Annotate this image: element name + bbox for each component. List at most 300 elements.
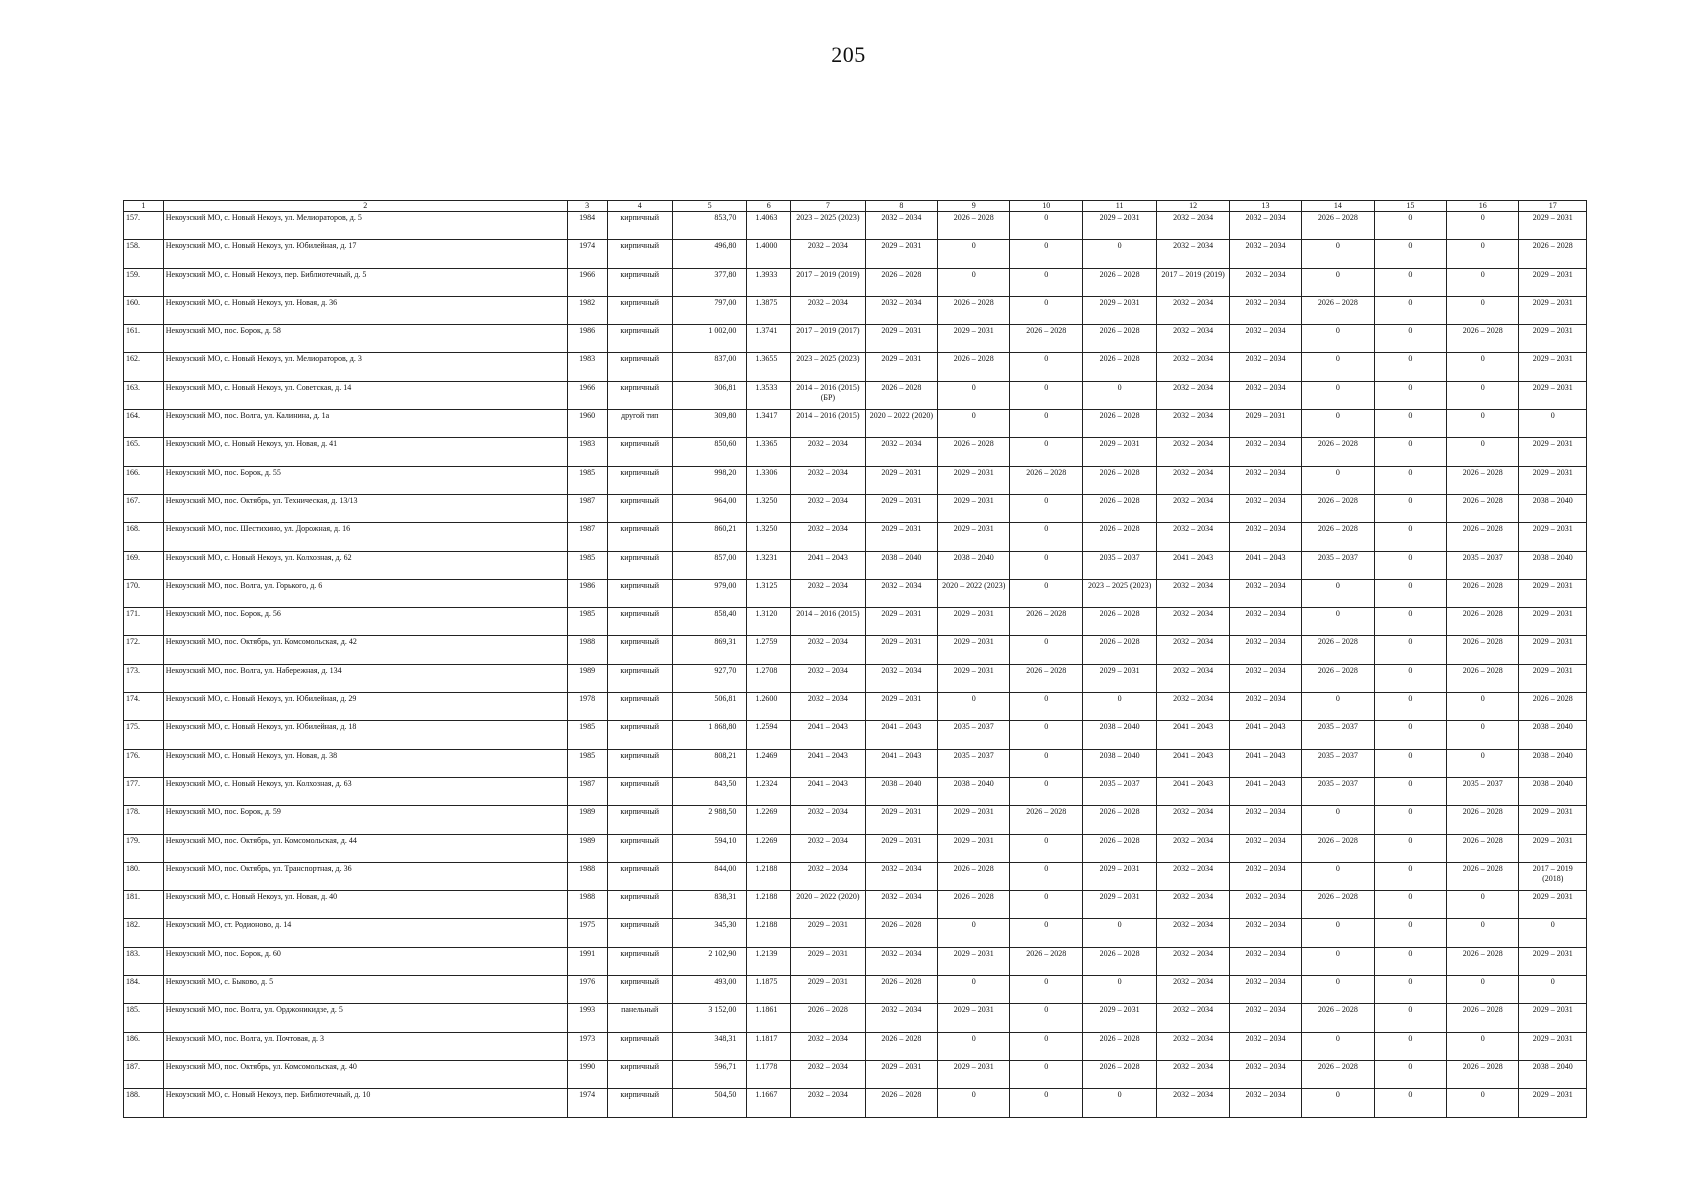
col-11-period-cell: 2026 – 2028 (1082, 410, 1156, 438)
priority-coefficient-cell: 1.4000 (747, 240, 791, 268)
year-built-cell: 1987 (567, 494, 607, 522)
total-area-cell: 927,70 (672, 664, 746, 692)
col-11-period-cell: 2029 – 2031 (1082, 212, 1156, 240)
col-10-period-cell: 0 (1010, 240, 1082, 268)
col-7-period-cell: 2032 – 2034 (791, 806, 865, 834)
address-cell: Некоузский МО, с. Быково, д. 5 (163, 976, 567, 1004)
col-8-period-cell: 2041 – 2043 (865, 721, 937, 749)
col-15-period-cell: 0 (1374, 1004, 1446, 1032)
col-17-period-cell: 2029 – 2031 (1519, 296, 1587, 324)
col-16-period-cell: 0 (1447, 212, 1519, 240)
col-8-period-cell: 2029 – 2031 (865, 494, 937, 522)
col-13-period-cell: 2032 – 2034 (1229, 806, 1301, 834)
table-row (124, 976, 1587, 1004)
col-11-period-cell: 2038 – 2040 (1082, 749, 1156, 777)
col-13-period-cell: 2041 – 2043 (1229, 777, 1301, 805)
col-17-period-cell: 2029 – 2031 (1519, 806, 1587, 834)
address-cell: Некоузский МО, с. Новый Некоуз, ул. Новая, д. 41 (163, 438, 567, 466)
col-9-period-cell: 2029 – 2031 (938, 466, 1010, 494)
col-11-period-cell: 2026 – 2028 (1082, 523, 1156, 551)
row-number-cell: 165. (124, 438, 164, 466)
address-cell: Некоузский МО, с. Новый Некоуз, ул. Новая, д. 40 (163, 891, 567, 919)
col-8-period-cell: 2026 – 2028 (865, 1089, 937, 1117)
row-number-cell: 164. (124, 410, 164, 438)
row-number-cell: 168. (124, 523, 164, 551)
year-built-cell: 1987 (567, 777, 607, 805)
col-13-period-cell: 2032 – 2034 (1229, 296, 1301, 324)
col-7-period-cell: 2017 – 2019 (2019) (791, 268, 865, 296)
col-17-period-cell: 2029 – 2031 (1519, 438, 1587, 466)
table-header (124, 201, 1587, 212)
table-row (124, 693, 1587, 721)
col-12-period-cell: 2032 – 2034 (1157, 212, 1229, 240)
col-13-period-cell: 2032 – 2034 (1229, 381, 1301, 409)
total-area-cell: 869,31 (672, 636, 746, 664)
col-14-period-cell: 0 (1302, 693, 1374, 721)
col-14-period-cell: 0 (1302, 410, 1374, 438)
col-13-period-cell: 2032 – 2034 (1229, 1004, 1301, 1032)
address-cell: Некоузский МО, с. Новый Некоуз, пер. Библиотечный, д. 10 (163, 1089, 567, 1117)
col-11-period-cell: 2029 – 2031 (1082, 1004, 1156, 1032)
total-area-cell: 493,00 (672, 976, 746, 1004)
col-7-period-cell: 2032 – 2034 (791, 296, 865, 324)
col-16-period-cell: 0 (1447, 1089, 1519, 1117)
priority-coefficient-cell: 1.2188 (747, 891, 791, 919)
col-9-period-cell: 2026 – 2028 (938, 353, 1010, 381)
col-12-period-cell: 2032 – 2034 (1157, 494, 1229, 522)
col-14-period-cell: 0 (1302, 976, 1374, 1004)
col-7-period-cell: 2041 – 2043 (791, 551, 865, 579)
col-15-period-cell: 0 (1374, 466, 1446, 494)
col-7-period-cell: 2029 – 2031 (791, 947, 865, 975)
col-11-period-cell: 2029 – 2031 (1082, 664, 1156, 692)
col-11-period-cell: 2035 – 2037 (1082, 551, 1156, 579)
col-9-period-cell: 2035 – 2037 (938, 721, 1010, 749)
header-row (124, 201, 1587, 212)
col-14-period-cell: 0 (1302, 608, 1374, 636)
col-10-period-cell: 0 (1010, 353, 1082, 381)
priority-coefficient-cell: 1.3125 (747, 579, 791, 607)
col-10-period-cell: 0 (1010, 749, 1082, 777)
year-built-cell: 1985 (567, 466, 607, 494)
table-row (124, 579, 1587, 607)
col-11-period-cell: 2023 – 2025 (2023) (1082, 579, 1156, 607)
col-9-period-cell: 2035 – 2037 (938, 749, 1010, 777)
priority-coefficient-cell: 1.1817 (747, 1032, 791, 1060)
priority-coefficient-cell: 1.2594 (747, 721, 791, 749)
row-number-cell: 159. (124, 268, 164, 296)
col-8-period-cell: 2029 – 2031 (865, 325, 937, 353)
col-8-period-cell: 2029 – 2031 (865, 240, 937, 268)
col-12-period-cell: 2032 – 2034 (1157, 353, 1229, 381)
col-14-period-cell: 0 (1302, 1089, 1374, 1117)
address-cell: Некоузский МО, пос. Борок, д. 56 (163, 608, 567, 636)
col-17-period-cell: 2029 – 2031 (1519, 1004, 1587, 1032)
col-16-period-cell: 2026 – 2028 (1447, 325, 1519, 353)
col-9-period-cell: 2029 – 2031 (938, 325, 1010, 353)
col-12-period-cell: 2041 – 2043 (1157, 721, 1229, 749)
row-number-cell: 175. (124, 721, 164, 749)
wall-material-cell: кирпичный (607, 664, 672, 692)
col-14-period-cell: 2026 – 2028 (1302, 296, 1374, 324)
col-12-period-cell: 2032 – 2034 (1157, 325, 1229, 353)
priority-coefficient-cell: 1.2469 (747, 749, 791, 777)
table-row (124, 834, 1587, 862)
col-16-period-cell: 2035 – 2037 (1447, 777, 1519, 805)
row-number-cell: 161. (124, 325, 164, 353)
row-number-cell: 157. (124, 212, 164, 240)
col-16-period-cell: 0 (1447, 693, 1519, 721)
col-16-period-cell: 0 (1447, 410, 1519, 438)
column-header-10: 10 (1010, 201, 1082, 212)
table-row (124, 523, 1587, 551)
priority-coefficient-cell: 1.1667 (747, 1089, 791, 1117)
col-12-period-cell: 2032 – 2034 (1157, 834, 1229, 862)
col-7-period-cell: 2023 – 2025 (2023) (791, 212, 865, 240)
col-8-period-cell: 2032 – 2034 (865, 1004, 937, 1032)
col-7-period-cell: 2032 – 2034 (791, 1060, 865, 1088)
col-14-period-cell: 0 (1302, 353, 1374, 381)
column-header-5: 5 (672, 201, 746, 212)
col-9-period-cell: 2029 – 2031 (938, 608, 1010, 636)
wall-material-cell: кирпичный (607, 693, 672, 721)
priority-coefficient-cell: 1.3120 (747, 608, 791, 636)
row-number-cell: 158. (124, 240, 164, 268)
col-14-period-cell: 2026 – 2028 (1302, 891, 1374, 919)
col-9-period-cell: 0 (938, 410, 1010, 438)
col-17-period-cell: 2029 – 2031 (1519, 608, 1587, 636)
col-8-period-cell: 2029 – 2031 (865, 1060, 937, 1088)
total-area-cell: 843,50 (672, 777, 746, 805)
col-16-period-cell: 2026 – 2028 (1447, 466, 1519, 494)
year-built-cell: 1990 (567, 1060, 607, 1088)
year-built-cell: 1988 (567, 862, 607, 890)
col-13-period-cell: 2032 – 2034 (1229, 353, 1301, 381)
col-9-period-cell: 0 (938, 1089, 1010, 1117)
total-area-cell: 964,00 (672, 494, 746, 522)
col-11-period-cell: 2029 – 2031 (1082, 296, 1156, 324)
total-area-cell: 808,21 (672, 749, 746, 777)
col-13-period-cell: 2041 – 2043 (1229, 721, 1301, 749)
col-7-period-cell: 2014 – 2016 (2015) (791, 608, 865, 636)
col-8-period-cell: 2026 – 2028 (865, 268, 937, 296)
wall-material-cell: кирпичный (607, 636, 672, 664)
col-16-period-cell: 0 (1447, 1032, 1519, 1060)
row-number-cell: 185. (124, 1004, 164, 1032)
col-7-period-cell: 2032 – 2034 (791, 693, 865, 721)
col-9-period-cell: 2029 – 2031 (938, 494, 1010, 522)
col-9-period-cell: 0 (938, 693, 1010, 721)
col-8-period-cell: 2032 – 2034 (865, 862, 937, 890)
col-10-period-cell: 0 (1010, 834, 1082, 862)
year-built-cell: 1988 (567, 636, 607, 664)
col-14-period-cell: 2026 – 2028 (1302, 212, 1374, 240)
col-15-period-cell: 0 (1374, 693, 1446, 721)
col-7-period-cell: 2032 – 2034 (791, 636, 865, 664)
col-15-period-cell: 0 (1374, 608, 1446, 636)
col-10-period-cell: 2026 – 2028 (1010, 806, 1082, 834)
col-14-period-cell: 2026 – 2028 (1302, 494, 1374, 522)
wall-material-cell: кирпичный (607, 494, 672, 522)
col-15-period-cell: 0 (1374, 919, 1446, 947)
table-row (124, 891, 1587, 919)
year-built-cell: 1985 (567, 721, 607, 749)
page-number: 205 (831, 42, 866, 67)
total-area-cell: 1 002,00 (672, 325, 746, 353)
col-17-period-cell: 2029 – 2031 (1519, 834, 1587, 862)
wall-material-cell: кирпичный (607, 466, 672, 494)
col-9-period-cell: 2026 – 2028 (938, 438, 1010, 466)
row-number-cell: 179. (124, 834, 164, 862)
year-built-cell: 1966 (567, 381, 607, 409)
table-row (124, 381, 1587, 409)
col-16-period-cell: 0 (1447, 438, 1519, 466)
col-17-period-cell: 2026 – 2028 (1519, 693, 1587, 721)
col-13-period-cell: 2032 – 2034 (1229, 579, 1301, 607)
table-row (124, 947, 1587, 975)
wall-material-cell: кирпичный (607, 523, 672, 551)
col-13-period-cell: 2029 – 2031 (1229, 410, 1301, 438)
col-11-period-cell: 0 (1082, 1089, 1156, 1117)
year-built-cell: 1989 (567, 834, 607, 862)
col-16-period-cell: 0 (1447, 976, 1519, 1004)
col-7-period-cell: 2041 – 2043 (791, 749, 865, 777)
col-16-period-cell: 2026 – 2028 (1447, 862, 1519, 890)
col-7-period-cell: 2026 – 2028 (791, 1004, 865, 1032)
col-8-period-cell: 2026 – 2028 (865, 1032, 937, 1060)
table-row (124, 353, 1587, 381)
col-7-period-cell: 2032 – 2034 (791, 240, 865, 268)
priority-coefficient-cell: 1.3250 (747, 494, 791, 522)
col-17-period-cell: 2026 – 2028 (1519, 240, 1587, 268)
col-12-period-cell: 2032 – 2034 (1157, 976, 1229, 1004)
col-11-period-cell: 2026 – 2028 (1082, 636, 1156, 664)
col-15-period-cell: 0 (1374, 834, 1446, 862)
address-cell: Некоузский МО, пос. Волга, ул. Горького, д. 6 (163, 579, 567, 607)
col-8-period-cell: 2032 – 2034 (865, 947, 937, 975)
priority-coefficient-cell: 1.2188 (747, 919, 791, 947)
col-10-period-cell: 0 (1010, 381, 1082, 409)
col-8-period-cell: 2029 – 2031 (865, 608, 937, 636)
wall-material-cell: кирпичный (607, 438, 672, 466)
col-13-period-cell: 2041 – 2043 (1229, 749, 1301, 777)
col-7-period-cell: 2032 – 2034 (791, 579, 865, 607)
col-17-period-cell: 2029 – 2031 (1519, 1089, 1587, 1117)
col-16-period-cell: 0 (1447, 749, 1519, 777)
year-built-cell: 1974 (567, 240, 607, 268)
table-row (124, 608, 1587, 636)
col-12-period-cell: 2032 – 2034 (1157, 891, 1229, 919)
col-8-period-cell: 2032 – 2034 (865, 579, 937, 607)
col-9-period-cell: 2029 – 2031 (938, 1060, 1010, 1088)
col-15-period-cell: 0 (1374, 947, 1446, 975)
table-row (124, 919, 1587, 947)
col-9-period-cell: 0 (938, 919, 1010, 947)
col-15-period-cell: 0 (1374, 636, 1446, 664)
col-12-period-cell: 2032 – 2034 (1157, 947, 1229, 975)
col-16-period-cell: 0 (1447, 381, 1519, 409)
year-built-cell: 1988 (567, 891, 607, 919)
year-built-cell: 1976 (567, 976, 607, 1004)
wall-material-cell: кирпичный (607, 806, 672, 834)
col-10-period-cell: 2026 – 2028 (1010, 608, 1082, 636)
total-area-cell: 594,10 (672, 834, 746, 862)
col-12-period-cell: 2032 – 2034 (1157, 1089, 1229, 1117)
col-13-period-cell: 2032 – 2034 (1229, 1089, 1301, 1117)
column-header-7: 7 (791, 201, 865, 212)
wall-material-cell: другой тип (607, 410, 672, 438)
col-10-period-cell: 0 (1010, 438, 1082, 466)
col-16-period-cell: 2026 – 2028 (1447, 523, 1519, 551)
col-17-period-cell: 2038 – 2040 (1519, 494, 1587, 522)
col-8-period-cell: 2032 – 2034 (865, 891, 937, 919)
table-row (124, 438, 1587, 466)
col-9-period-cell: 2026 – 2028 (938, 862, 1010, 890)
col-8-period-cell: 2026 – 2028 (865, 976, 937, 1004)
col-14-period-cell: 2026 – 2028 (1302, 1060, 1374, 1088)
wall-material-cell: кирпичный (607, 834, 672, 862)
col-16-period-cell: 0 (1447, 240, 1519, 268)
col-8-period-cell: 2029 – 2031 (865, 636, 937, 664)
priority-coefficient-cell: 1.2188 (747, 862, 791, 890)
col-11-period-cell: 2026 – 2028 (1082, 494, 1156, 522)
column-header-11: 11 (1082, 201, 1156, 212)
col-16-period-cell: 2026 – 2028 (1447, 834, 1519, 862)
table-row (124, 1060, 1587, 1088)
col-9-period-cell: 0 (938, 381, 1010, 409)
col-7-period-cell: 2020 – 2022 (2020) (791, 891, 865, 919)
col-11-period-cell: 2029 – 2031 (1082, 438, 1156, 466)
col-15-period-cell: 0 (1374, 325, 1446, 353)
wall-material-cell: кирпичный (607, 862, 672, 890)
col-14-period-cell: 0 (1302, 579, 1374, 607)
total-area-cell: 979,00 (672, 579, 746, 607)
address-cell: Некоузский МО, с. Новый Некоуз, пер. Библиотечный, д. 5 (163, 268, 567, 296)
col-15-period-cell: 0 (1374, 664, 1446, 692)
year-built-cell: 1974 (567, 1089, 607, 1117)
address-cell: Некоузский МО, пос. Шестихино, ул. Дорожная, д. 16 (163, 523, 567, 551)
col-7-period-cell: 2032 – 2034 (791, 834, 865, 862)
col-15-period-cell: 0 (1374, 438, 1446, 466)
col-8-period-cell: 2032 – 2034 (865, 438, 937, 466)
column-header-13: 13 (1229, 201, 1301, 212)
year-built-cell: 1983 (567, 438, 607, 466)
col-17-period-cell: 2029 – 2031 (1519, 891, 1587, 919)
col-10-period-cell: 0 (1010, 1032, 1082, 1060)
address-cell: Некоузский МО, ст. Родионово, д. 14 (163, 919, 567, 947)
column-header-6: 6 (747, 201, 791, 212)
col-10-period-cell: 0 (1010, 919, 1082, 947)
row-number-cell: 186. (124, 1032, 164, 1060)
priority-coefficient-cell: 1.2139 (747, 947, 791, 975)
address-cell: Некоузский МО, пос. Октябрь, ул. Комсомольская, д. 42 (163, 636, 567, 664)
row-number-cell: 187. (124, 1060, 164, 1088)
row-number-cell: 160. (124, 296, 164, 324)
col-16-period-cell: 2026 – 2028 (1447, 1004, 1519, 1032)
col-9-period-cell: 2029 – 2031 (938, 636, 1010, 664)
col-9-period-cell: 2038 – 2040 (938, 551, 1010, 579)
col-10-period-cell: 0 (1010, 268, 1082, 296)
address-cell: Некоузский МО, пос. Волга, ул. Набережная, д. 134 (163, 664, 567, 692)
col-17-period-cell: 2038 – 2040 (1519, 551, 1587, 579)
col-9-period-cell: 2029 – 2031 (938, 947, 1010, 975)
address-cell: Некоузский МО, с. Новый Некоуз, ул. Мелиораторов, д. 3 (163, 353, 567, 381)
priority-coefficient-cell: 1.3365 (747, 438, 791, 466)
col-9-period-cell: 2029 – 2031 (938, 834, 1010, 862)
col-8-period-cell: 2029 – 2031 (865, 834, 937, 862)
priority-coefficient-cell: 1.3250 (747, 523, 791, 551)
col-15-period-cell: 0 (1374, 410, 1446, 438)
col-9-period-cell: 2026 – 2028 (938, 212, 1010, 240)
col-15-period-cell: 0 (1374, 353, 1446, 381)
col-14-period-cell: 0 (1302, 806, 1374, 834)
address-cell: Некоузский МО, с. Новый Некоуз, ул. Колхозная, д. 63 (163, 777, 567, 805)
col-8-period-cell: 2032 – 2034 (865, 296, 937, 324)
row-number-cell: 163. (124, 381, 164, 409)
col-14-period-cell: 0 (1302, 466, 1374, 494)
col-16-period-cell: 2026 – 2028 (1447, 579, 1519, 607)
year-built-cell: 1983 (567, 353, 607, 381)
address-cell: Некоузский МО, пос. Октябрь, ул. Комсомольская, д. 40 (163, 1060, 567, 1088)
row-number-cell: 182. (124, 919, 164, 947)
address-cell: Некоузский МО, с. Новый Некоуз, ул. Мелиораторов, д. 5 (163, 212, 567, 240)
col-14-period-cell: 2026 – 2028 (1302, 664, 1374, 692)
col-8-period-cell: 2026 – 2028 (865, 381, 937, 409)
year-built-cell: 1991 (567, 947, 607, 975)
col-11-period-cell: 2035 – 2037 (1082, 777, 1156, 805)
col-10-period-cell: 2026 – 2028 (1010, 466, 1082, 494)
col-7-period-cell: 2032 – 2034 (791, 664, 865, 692)
wall-material-cell: кирпичный (607, 551, 672, 579)
col-11-period-cell: 2026 – 2028 (1082, 466, 1156, 494)
year-built-cell: 1985 (567, 551, 607, 579)
wall-material-cell: кирпичный (607, 353, 672, 381)
total-area-cell: 3 152,00 (672, 1004, 746, 1032)
col-7-period-cell: 2032 – 2034 (791, 523, 865, 551)
col-16-period-cell: 0 (1447, 296, 1519, 324)
col-12-period-cell: 2032 – 2034 (1157, 806, 1229, 834)
total-area-cell: 377,80 (672, 268, 746, 296)
total-area-cell: 309,80 (672, 410, 746, 438)
col-17-period-cell: 2029 – 2031 (1519, 1032, 1587, 1060)
col-11-period-cell: 2026 – 2028 (1082, 1060, 1156, 1088)
col-17-period-cell: 2029 – 2031 (1519, 636, 1587, 664)
priority-coefficient-cell: 1.3306 (747, 466, 791, 494)
total-area-cell: 1 868,80 (672, 721, 746, 749)
col-10-period-cell: 0 (1010, 636, 1082, 664)
priority-coefficient-cell: 1.4063 (747, 212, 791, 240)
year-built-cell: 1989 (567, 664, 607, 692)
address-cell: Некоузский МО, с. Новый Некоуз, ул. Юбилейная, д. 17 (163, 240, 567, 268)
table-row (124, 636, 1587, 664)
col-14-period-cell: 2026 – 2028 (1302, 834, 1374, 862)
column-header-17: 17 (1519, 201, 1587, 212)
total-area-cell: 2 102,90 (672, 947, 746, 975)
col-8-period-cell: 2029 – 2031 (865, 353, 937, 381)
table-row (124, 777, 1587, 805)
priority-coefficient-cell: 1.3933 (747, 268, 791, 296)
table-row (124, 664, 1587, 692)
wall-material-cell: кирпичный (607, 1089, 672, 1117)
col-15-period-cell: 0 (1374, 891, 1446, 919)
col-11-period-cell: 2026 – 2028 (1082, 268, 1156, 296)
col-13-period-cell: 2032 – 2034 (1229, 947, 1301, 975)
col-12-period-cell: 2032 – 2034 (1157, 862, 1229, 890)
wall-material-cell: кирпичный (607, 749, 672, 777)
col-15-period-cell: 0 (1374, 551, 1446, 579)
col-10-period-cell: 0 (1010, 976, 1082, 1004)
col-7-period-cell: 2032 – 2034 (791, 494, 865, 522)
